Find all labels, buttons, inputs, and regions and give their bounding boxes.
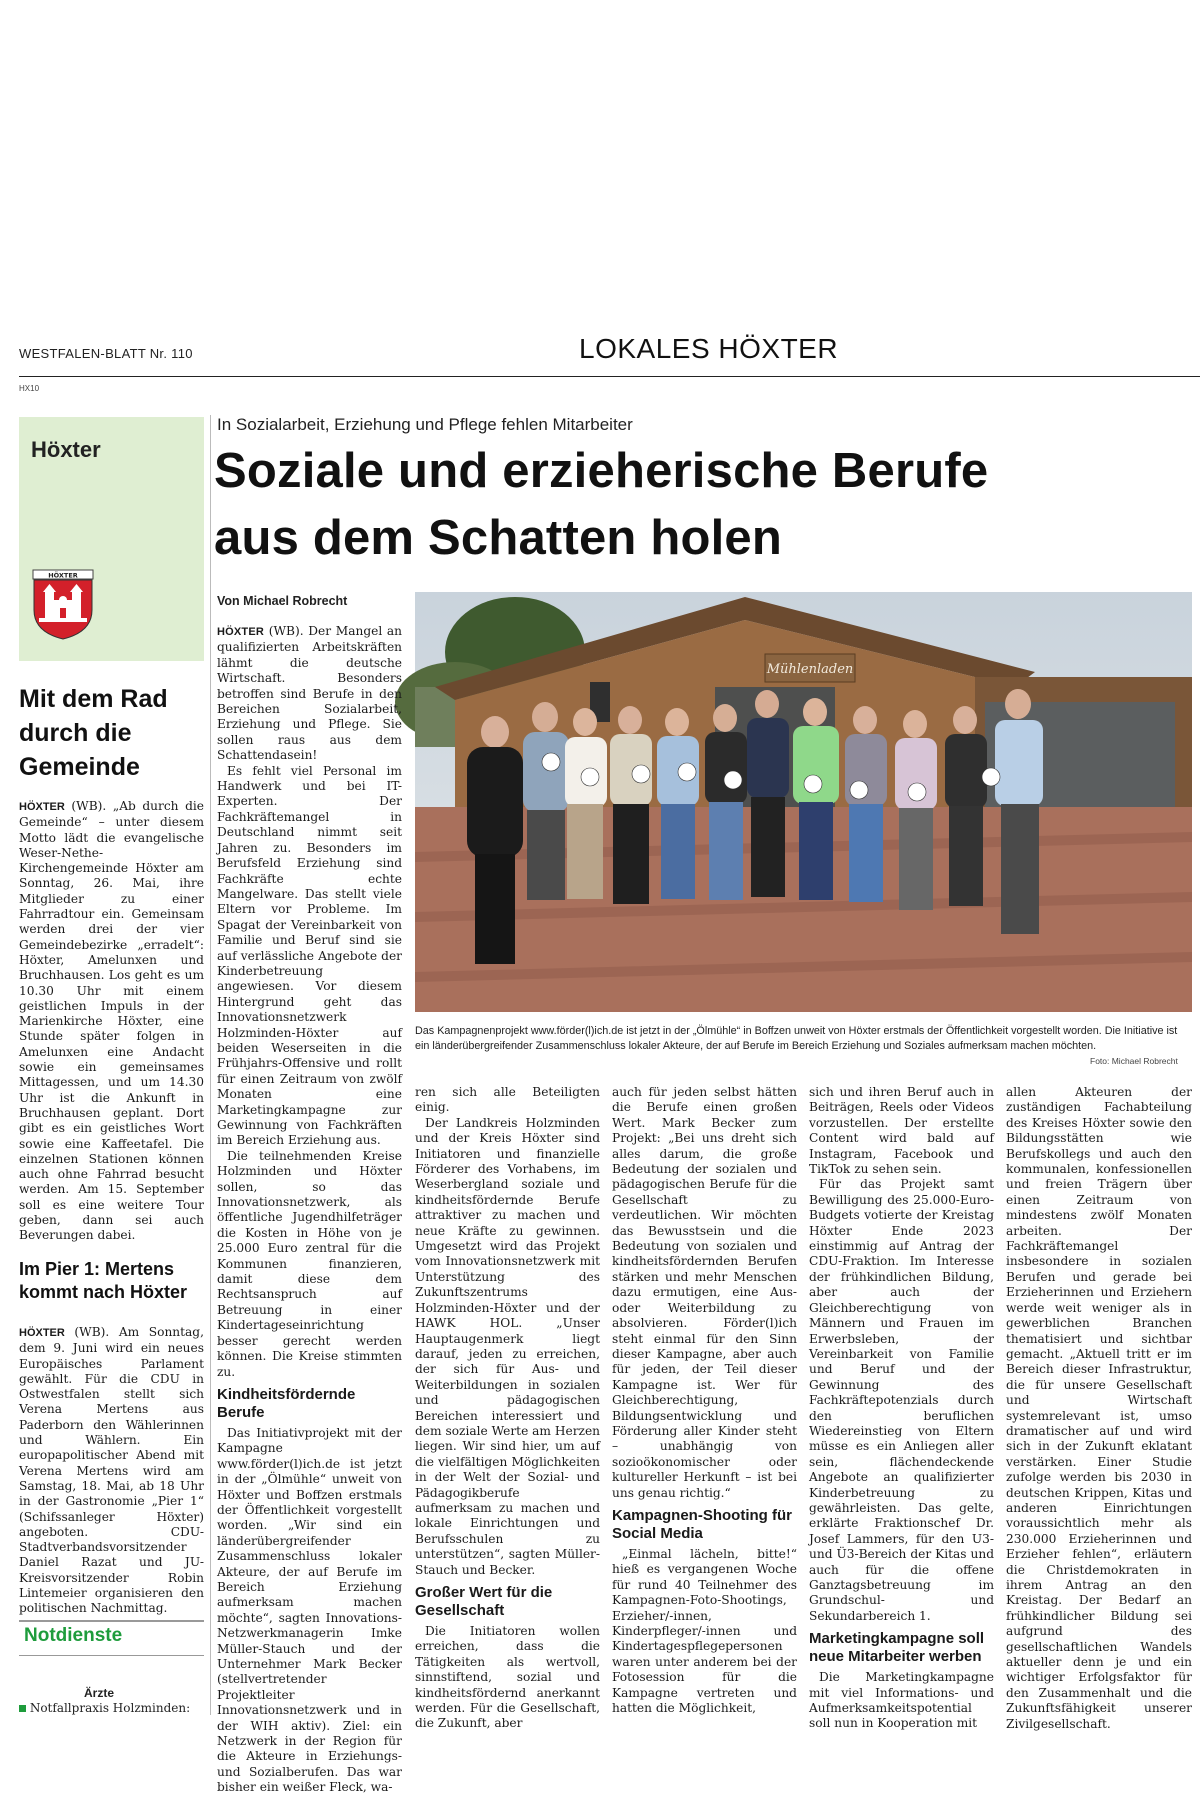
col2-paragraph: Der Landkreis Holzminden und der Kreis Höxter sind Initiatoren und finanzielle Förderer des Vorhabens, im Weserbergland soziale und kindheitsfördernde Berufe attraktiver zu machen und neue Kräfte zu gewinnen. Umgesetzt wird das Projekt vom Innovationsnetzwerk mit Unterstützung des Zukunftszentrums Holzminden-Höxter und der HAWK HOL. „Unser Hauptaugenmerk liegt darauf, jeden zu erreichen, der sich für Aus- und Weiterbildungen in sozialen und pädagogischen Bereichen interessiert und dem soziale Werte am Herzen liegen. Wir sind hier, um auf die vielfältigen Möglichkeiten in der Welt der Sozial- und Pädagogikberufe aufmerksam zu machen und lokale Einrichtungen und Berufsschulen zu unterstützen“, sagten Müller-Stauch und Becker. [415, 1115, 601, 1577]
column-rule [210, 415, 211, 1715]
place-name: Höxter [31, 437, 101, 462]
col3-subhead: Kampagnen-Shooting für Social Media [612, 1506, 792, 1542]
story2-headline: Im Pier 1: Mertens kommt nach Höxter [19, 1259, 188, 1302]
col1-agency: (WB). [268, 624, 304, 638]
story1-body [19, 799, 205, 1243]
notdienste-text: Notfallpraxis Holzminden: [29, 1701, 191, 1715]
story1-headline: Mit dem Rad durch die Gemeinde [19, 685, 168, 781]
col4-paragraph: Die Marketingkampagne mit viel Informations- und Aufmerksamkeitspotential soll nun in Kooperation mit [809, 1670, 994, 1731]
col2-paragraph: Die Initiatoren wollen erreichen, dass die Tätigkeiten als wertvoll, sinnstiftend, sozial und kindheitsfördernd anerkannt werden. Für die Gesellschaft, die Zukunft, aber [415, 1624, 600, 1731]
story1-dateline: HÖXTER [19, 801, 65, 813]
article-col-4 [809, 1085, 994, 1731]
story2-body [19, 1325, 204, 1616]
article-col-3 [612, 1085, 797, 1715]
story1-text: „Ab durch die Gemeinde“ – unter diesem Motto lädt die evangelische Weser-Nethe-Kirchengemeinde Höxter am Sonntag, 26. Mai, ihre Mitglieder zu einer Fahrradtour ein. Gemeinsam werden drei der vier Gemeindebezirke „erradelt“: Höxter, Amelunxen und Bruchhausen. Los geht es um 10.30 Uhr mit einem geistlichen Impuls in der Marienkirche Höxter, eine Stunde später folgen in Amelunxen eine Andacht sowie ein gemeinsames Mittagessen, und um 14.30 Uhr ist die Ankunft in Bruchhausen geplant. Dort gibt es ein geistliches Wort sowie eine Kaffeetafel. Die einzelnen Stationen können auch ohne Fahrrad besucht werden. Am 15. September soll es eine weitere Tour geben, dann sei auch Beverungen dabei. [19, 799, 205, 1243]
paper-name: WESTFALEN-BLATT Nr. 110 [19, 346, 193, 361]
notdienste-title: Notdienste [24, 1625, 123, 1646]
col3-paragraph: „Einmal lächeln, bitte!“ hieß es vergangenen Woche für rund 40 Teilnehmer des Kampagnen-Foto-Shootings, Erzieher/-innen, Kinderpfleger/-innen und Kindertagespflegepersonen waren unter anderem bei der Fotosession für die Kampagne vertreten und hatten die Möglichkeit, [612, 1546, 797, 1716]
col3-paragraph: auch für jeden selbst hätten die Berufe einen großen Wert. Mark Becker zum Projekt: „Bei uns dreht sich alles darum, die große Bedeutung der sozialen und pädagogischen Berufe für die Gesellschaft zu verdeutlichen. Wir möchten das Bewusstsein und die Bedeutung von sozialen und kindheitsfördernden Berufen stärken und mehr Menschen dazu ermutigen, eine Aus- oder Weiterbildung zu absolvieren. Förder(l)ich steht einmal für den Sinn dieser Kampagne, aber auch für jeden, der Teil dieser Kampagne ist. Wer für Gleichberechtigung, Bildungsentwicklung und Förderung aller Kinder steht – unabhängig von sozioökonomischer oder kultureller Herkunft – ist bei uns genau richtig.“ [612, 1085, 797, 1500]
notdienste-line [19, 1701, 190, 1715]
article-headline-1: Soziale und erzieherische Berufe [214, 444, 989, 498]
photo-caption: Das Kampagnenprojekt www.förder(l)ich.de ist jetzt in der „Ölmühle“ in Boffzen unweit von Höxter erstmals der Öffentlichkeit vorgestellt worden. Die Initiative ist ein länderübergreifender Zusammenschluss lokaler Akteure, der auf Berufe im Bereich Erziehung und Soziales aufmerksam machen möchten. [415, 1025, 1178, 1052]
col4-paragraph: sich und ihren Beruf auch in Beiträgen, Reels oder Videos vorzustellen. Der erstellte Content wird bald auf Instagram, Facebook und TikTok zu sehen sein. [809, 1085, 994, 1177]
col2-paragraph: ren sich alle Beteiligten einig. [415, 1085, 600, 1115]
story2-dateline: HÖXTER [19, 1327, 65, 1339]
crest-label: HÖXTER [48, 571, 78, 580]
hoexter-crest [33, 570, 93, 640]
col1-paragraph: Die teilnehmenden Kreise Holzminden und Höxter sollen, so das Innovationsnetzwerk, als öffentliche Jugendhilfeträger die Kosten in Höhe von je 25.000 Euro zentral für die Kommunen finanzieren, damit diese dem Rechtsanspruch auf Betreuung in einer Kindertageseinrichtung besser gerecht werden können. Die Kreise stimmten zu. [217, 1148, 402, 1379]
story1-agency: (WB). [71, 799, 107, 813]
notdienste-bullet-icon [19, 1705, 26, 1712]
article-col-1 [217, 624, 403, 1795]
page-code: HX10 [19, 384, 40, 393]
notdienste-rule [19, 1620, 204, 1622]
story2-text: Am Sonntag, dem 9. Juni wird ein neues Europäisches Parlament gewählt. Für die CDU in Ostwestfalen stellt sich Verena Mertens aus Paderborn den Wählerinnen und Wählern. Ein europapolitischer Abend mit Verena Mertens wird am Samstag, 18. Mai, ab 18 Uhr in der Gastronomie „Pier 1“ (Schifssanleger Höxter) angeboten. CDU-Stadtverbandsvorsitzender Daniel Razat und JU-Kreisvorsitzender Robin Lintemeier organisieren den politischen Nachmittag. [19, 1325, 204, 1616]
photo-sign: Mühlenladen [766, 662, 854, 677]
notdienste-rule-bottom [19, 1655, 204, 1656]
col5-paragraph: allen Akteuren der zuständigen Fachabteilung des Kreises Höxter sowie den Bildungsstätten wie Berufskollegs und auch den kommunalen, konfessionellen und freien Trägern über einen Zeitraum von mindestens zwölf Monaten arbeiten. Der Fachkräftemangel insbesondere in sozialen Berufen und gerade bei Erzieherinnen und Erziehern werde weit weniger als in gewerblichen Branchen thematisiert und sichtbar gemacht. „Aktuell tritt er im Bereich dieser Infrastruktur, die für unsere Gesellschaft und Wirtschaft systemrelevant ist, umso dramatischer auf und wird sich in der Zukunft eklatant verstärken. Einer Studie zufolge werden bis 2030 in deutschen Krippen, Kitas und anderen Einrichtungen voraussichtlich mehr als 230.000 Erzieherinnen und Erzieher fehlen“, erläutern die Christdemokraten in ihrem Antrag an den Kreistag. Der Bedarf an frühkindlicher Bildung sei aufgrund des gesellschaftlichen Wandels aktueller denn je und ein wichtiger Erfolgsfaktor für den Zusammenhalt und die Zukunftsfähigkeit unserer Zivilgesellschaft. [1006, 1085, 1192, 1731]
article-byline: Von Michael Robrecht [217, 594, 348, 608]
col1-paragraph: Es fehlt viel Personal im Handwerk und bei IT-Experten. Der Fachkräftemangel in Deutschland nimmt seit Jahren zu. Besonders im Berufsfeld Erziehung sind Fachkräfte echte Mangelware. Das stellt viele Eltern vor Probleme. Im Spagat der Vereinbarkeit von Familie und Beruf sind sie auf verlässliche Angebote der Kinderbetreuung angewiesen. Vor diesem Hintergrund geht das Innovationsnetzwerk Holzminden-Höxter auf beiden Weserseiten in die Frühjahrs-Offensive und rollt für einen Zeitraum von zwölf Monaten eine Marketingkampagne zur Gewinnung von Fachkräften im Bereich Erziehung aus. [217, 763, 402, 1148]
masthead-rule [19, 376, 1200, 377]
col1-lead: Der Mangel an qualifizierten Arbeitskräften lähmt die deutsche Wirtschaft. Besonders betroffen sind Berufe in den Bereichen Sozialarbeit, Erziehung und Pflege. Sie sollen raus aus dem Schattendasein! [217, 624, 403, 763]
photo-credit: Foto: Michael Robrecht [1090, 1056, 1178, 1066]
article-col-2 [415, 1085, 601, 1731]
col1-dateline: HÖXTER [217, 626, 265, 638]
col2-subhead: Großer Wert für die Gesellschaft [415, 1584, 553, 1619]
section-title: LOKALES HÖXTER [579, 333, 839, 364]
col4-paragraph: Für das Projekt samt Bewilligung des 25.000-Euro-Budgets votierte der Kreistag Höxter Ende 2023 einstimmig auf Antrag der CDU-Fraktion. Im Interesse der frühkindlichen Bildung, aber auch der Gleichberechtigung von Männern und Frauen im Erwerbsleben, der Vereinbarkeit von Familie und Beruf und der Gewinnung des Fachkräftepotenzials durch den beruflichen Wiedereinstieg von Eltern müsse es ein Anliegen aller sein, flächendeckende Angebote an qualifizierter Kinderbetreuung zu gewährleisten. Das gelte, erklärte Fraktionschef Dr. Josef Lammers, für den U3- und Ü3-Bereich der Kitas und auch für die offene Ganztagsbetreuung im Grundschul- und Sekundarbereich 1. [809, 1177, 994, 1623]
article-headline-2: aus dem Schatten holen [214, 511, 783, 565]
story2-agency: (WB). [74, 1325, 110, 1339]
article-photo [415, 592, 1192, 1012]
col1-paragraph: Das Initiativprojekt mit der Kampagne www.förder(l)ich.de ist jetzt in der „Ölmühle“ unweit von Höxter und Boffzen erstmals der Öffentlichkeit vorgestellt worden. „Wir sind ein länderübergreifender Zusammenschluss lokaler Akteure, der auf Berufe im Bereich Erziehung aufmerksam machen möchte“, sagten Innovations-Netzwerkmanagerin Imke Müller-Stauch und der Unternehmer Mark Becker (stellvertretender Projektleiter Innovationsnetzwerk und in der WIH aktiv). Ziel: ein Netzwerk in der Region für die Akteure in Erziehungs- und Sozialberufen. Das war bisher ein weißer Fleck, wa- [217, 1425, 402, 1795]
article-col-5 [1006, 1085, 1192, 1731]
article-kicker: In Sozialarbeit, Erziehung und Pflege fehlen Mitarbeiter [217, 415, 633, 434]
notdienste-aerzte: Ärzte [84, 1686, 115, 1700]
col4-subhead: Marketingkampagne soll neue Mitarbeiter werben [809, 1630, 985, 1666]
col1-subhead: Kindheitsfördernde Berufe [217, 1385, 356, 1421]
